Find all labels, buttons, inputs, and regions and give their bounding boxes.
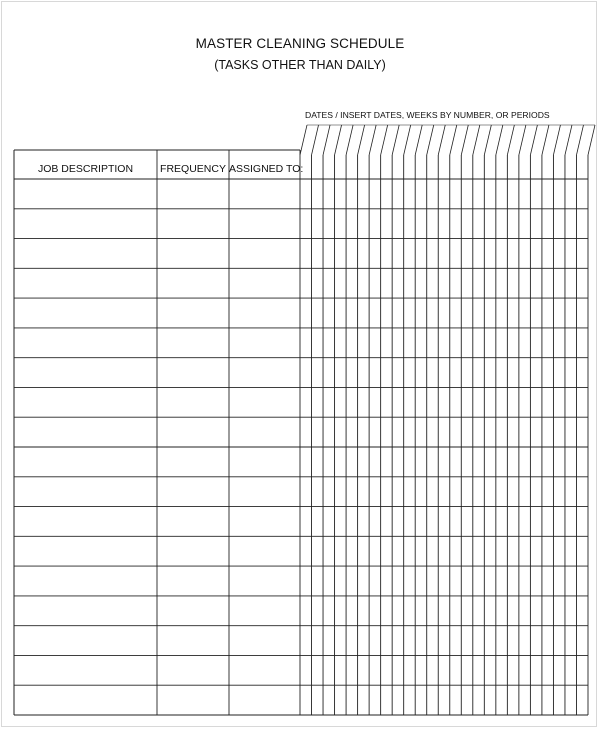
date-slant-5 (346, 125, 353, 155)
date-slant-21 (530, 125, 537, 155)
date-slant-22 (542, 125, 549, 155)
date-slant-10 (404, 125, 411, 155)
date-slant-13 (438, 125, 445, 155)
date-slant-3 (323, 125, 330, 155)
date-slant-2 (312, 125, 319, 155)
date-slant-17 (484, 125, 491, 155)
date-slant-19 (507, 125, 514, 155)
date-slant-24 (565, 125, 572, 155)
header-assigned-to: ASSIGNED TO: (229, 163, 304, 175)
header-job-description: JOB DESCRIPTION (37, 163, 134, 175)
date-slant-25 (576, 125, 583, 155)
date-slant-16 (473, 125, 480, 155)
page-subtitle: (TASKS OTHER THAN DAILY) (214, 58, 386, 72)
date-slant-end (588, 125, 595, 155)
date-slant-6 (358, 125, 365, 155)
date-slant-20 (519, 125, 526, 155)
dates-label: DATES / INSERT DATES, WEEKS BY NUMBER, OR PERIODS (305, 110, 550, 120)
date-slant-7 (369, 125, 376, 155)
date-slant-9 (392, 125, 399, 155)
date-slant-1 (300, 125, 307, 155)
page-title: MASTER CLEANING SCHEDULE (195, 36, 405, 51)
date-slant-18 (496, 125, 503, 155)
header-frequency: FREQUENCY (160, 163, 226, 175)
date-slant-8 (381, 125, 388, 155)
date-slant-11 (415, 125, 422, 155)
date-slant-12 (427, 125, 434, 155)
date-slant-14 (450, 125, 457, 155)
date-slant-15 (461, 125, 468, 155)
date-slant-23 (553, 125, 560, 155)
date-slant-4 (335, 125, 342, 155)
